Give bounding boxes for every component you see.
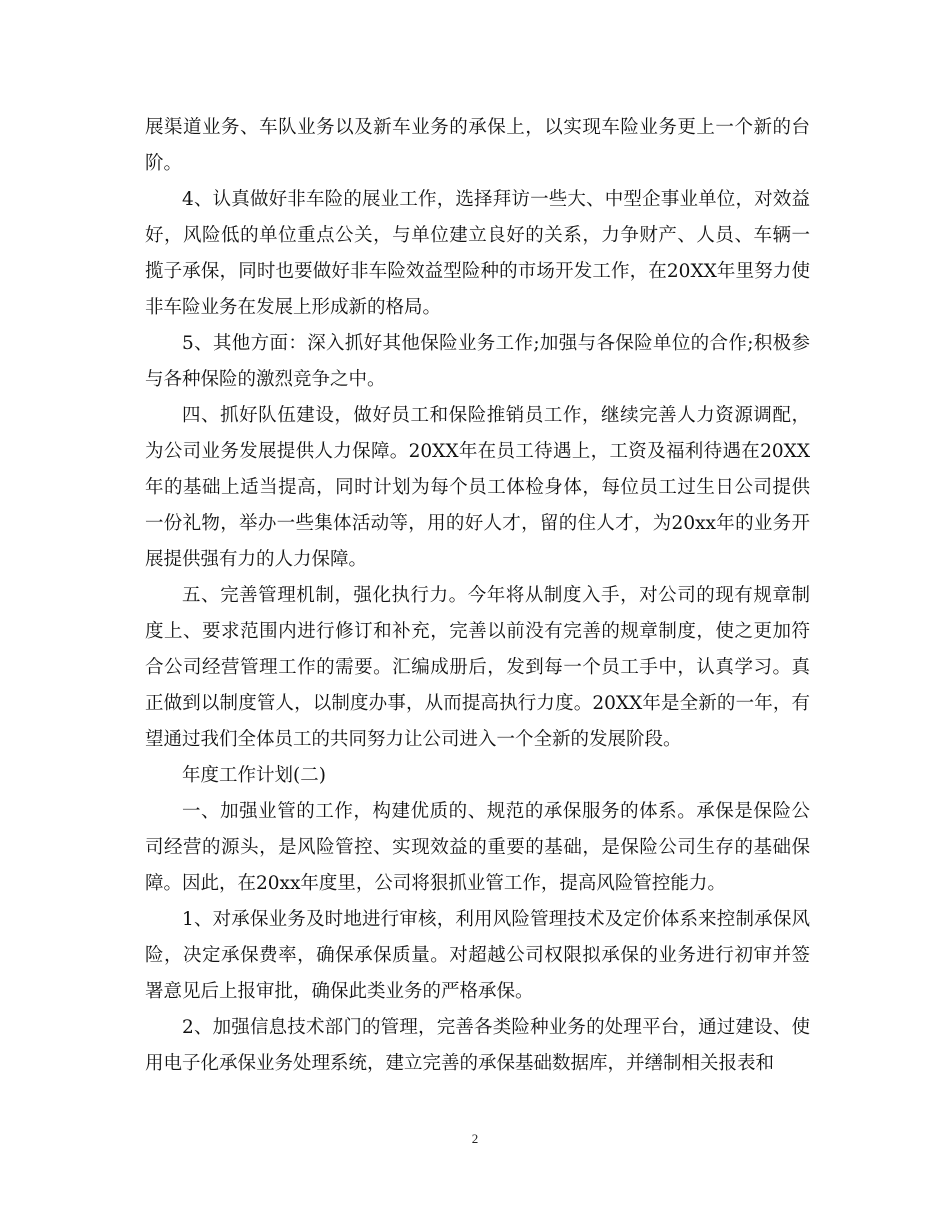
paragraph-item-5: 5、其他方面：深入抓好其他保险业务工作;加强与各保险单位的合作;积极参与各种保险的激烈竞争之中。	[145, 333, 810, 390]
paragraph-section-5: 五、完善管理机制，强化执行力。今年将从制度入手，对公司的现有规章制度上、要求范围内进行修订和补充，完善以前没有完善的规章制度，使之更加符合公司经营管理工作的需要。汇编成册后，发到每一个员工手中，认真学习。真正做到以制度管人，以制度办事，从而提高执行力度。20XX年是全新的一年，有望通过我们全体员工的共同努力让公司进入一个全新的发展阶段。	[145, 585, 810, 750]
document-body	[145, 110, 810, 1082]
paragraph-continuation: 展渠道业务、车队业务以及新车业务的承保上，以实现车险业务更上一个新的台阶。	[145, 117, 810, 174]
paragraph-section-4: 四、抓好队伍建设，做好员工和保险推销员工作，继续完善人力资源调配，为公司业务发展提供人力保障。20XX年在员工待遇上，工资及福利待遇在20XX年的基础上适当提高，同时计划为每个员工体检身体，每位员工过生日公司提供一份礼物，举办一些集体活动等，用的好人才，留的住人才，为20xx年的业务开展提供强有力的人力保障。	[145, 405, 810, 570]
page-number: 2	[471, 1131, 479, 1146]
paragraph-item-4: 4、认真做好非车险的展业工作，选择拜访一些大、中型企事业单位，对效益好，风险低的单位重点公关，与单位建立良好的关系，力争财产、人员、车辆一揽子承保，同时也要做好非车险效益型险种的市场开发工作，在20XX年里努力使非车险业务在发展上形成新的格局。	[145, 189, 810, 318]
section-heading: 年度工作计划(二)	[182, 765, 326, 786]
paragraph-section-1: 一、加强业管的工作，构建优质的、规范的承保服务的体系。承保是保险公司经营的源头，是风险管控、实现效益的重要的基础，是保险公司生存的基础保障。因此，在20xx年度里，公司将狠抓业管工作，提高风险管控能力。	[145, 801, 810, 894]
paragraph-item-1: 1、对承保业务及时地进行审核，利用风险管理技术及定价体系来控制承保风险，决定承保费率，确保承保质量。对超越公司权限拟承保的业务进行初审并签署意见后上报审批，确保此类业务的严格承保。	[145, 909, 810, 1002]
paragraph-item-2: 2、加强信息技术部门的管理，完善各类险种业务的处理平台，通过建设、使用电子化承保业务处理系统，建立完善的承保基础数据库，并缮制相关报表和	[145, 1017, 810, 1074]
